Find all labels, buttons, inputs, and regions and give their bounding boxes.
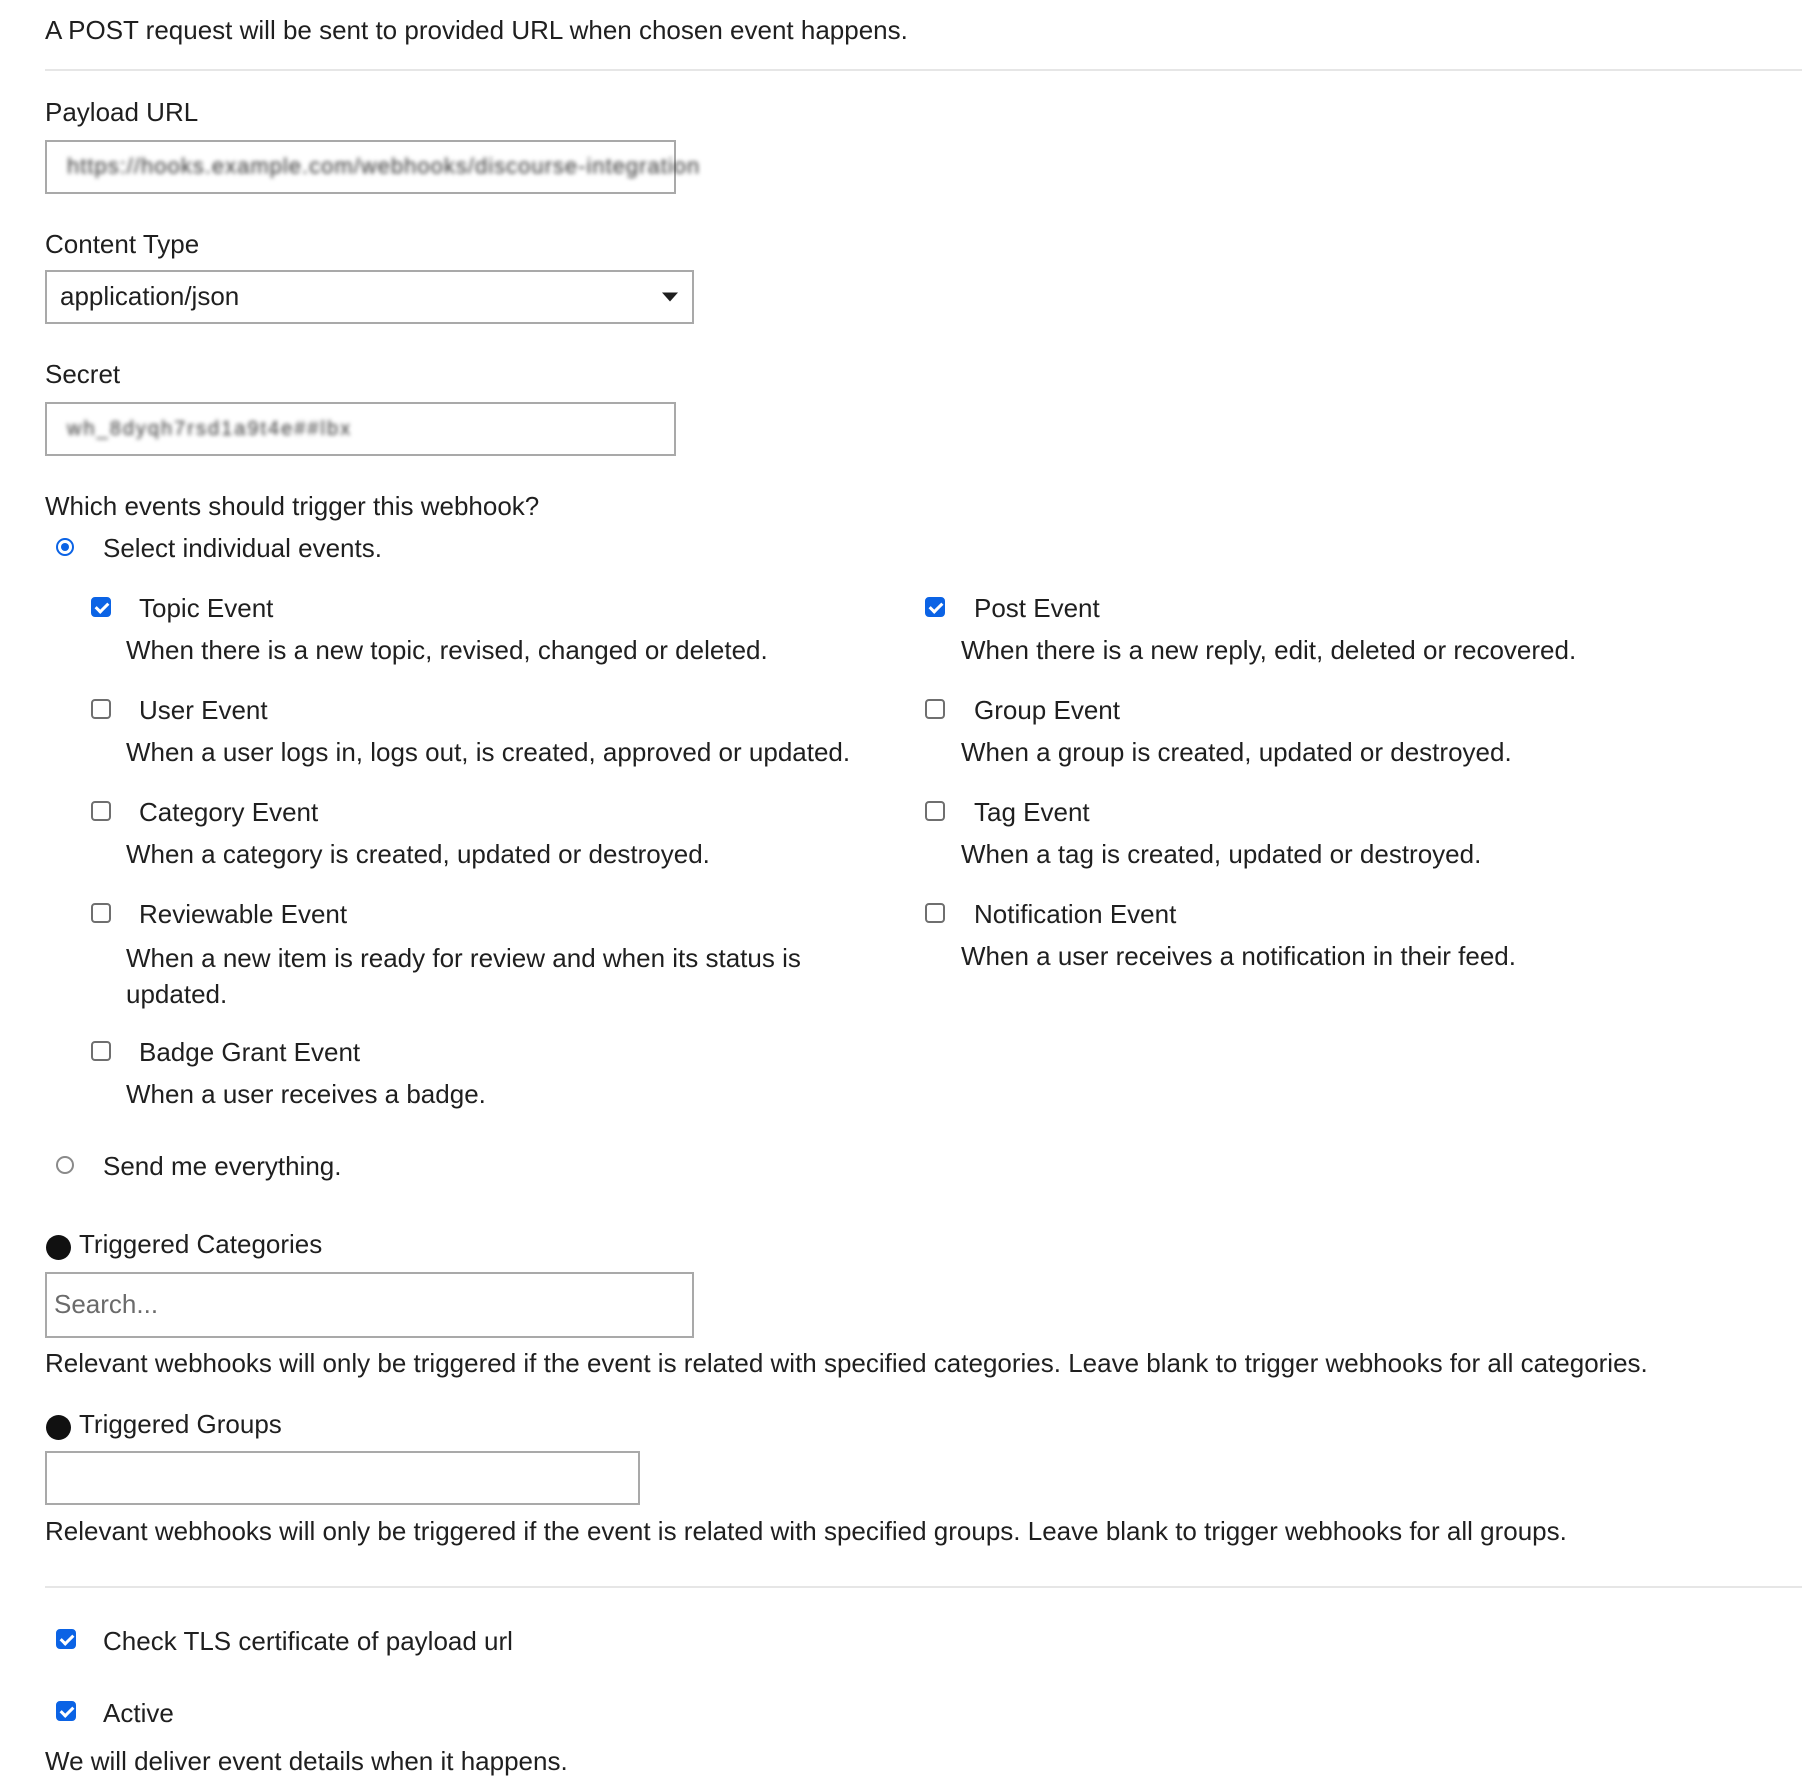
bullet-icon (46, 1235, 71, 1260)
notification-event-desc: When a user receives a notification in their feed. (961, 941, 1516, 971)
send-everything-label: Send me everything. (103, 1151, 342, 1181)
post-event-desc: When there is a new reply, edit, deleted or recovered. (961, 635, 1577, 665)
post-event-title: Post Event (974, 593, 1100, 623)
divider (45, 69, 1802, 71)
post-event-checkbox[interactable] (925, 597, 945, 617)
chevron-down-icon (662, 293, 678, 302)
divider (45, 1586, 1802, 1588)
user-event-desc: When a user logs in, logs out, is created, approved or updated. (126, 737, 851, 767)
category-event-desc: When a category is created, updated or destroyed. (126, 839, 710, 869)
reviewable-event-desc: When a new item is ready for review and when its status is updated. (126, 943, 801, 1009)
categories-search-input[interactable] (45, 1272, 694, 1338)
payload-url-input[interactable] (45, 140, 701, 194)
categories-search-placeholder: Search... (54, 1289, 159, 1320)
active-checkbox[interactable] (56, 1701, 76, 1721)
content-type-value: application/json (60, 281, 240, 312)
category-event-checkbox[interactable] (91, 801, 111, 821)
notification-event-title: Notification Event (974, 899, 1177, 929)
secret-label: Secret (45, 359, 121, 389)
topic-event-desc: When there is a new topic, revised, changed or deleted. (126, 635, 768, 665)
send-everything-radio[interactable] (56, 1156, 74, 1174)
secret-input[interactable] (45, 402, 676, 456)
groups-input[interactable] (45, 1451, 640, 1505)
group-event-desc: When a group is created, updated or destroyed. (961, 737, 1512, 767)
badge-grant-event-checkbox[interactable] (91, 1041, 111, 1061)
bullet-icon (46, 1415, 71, 1440)
individual-events-label: Select individual events. (103, 533, 382, 563)
topic-event-title: Topic Event (139, 593, 274, 623)
tag-event-checkbox[interactable] (925, 801, 945, 821)
content-type-label: Content Type (45, 229, 200, 259)
payload-url-value: https://hooks.example.com/webhooks/discourse-integration (67, 153, 701, 179)
triggered-groups-label: Triggered Groups (79, 1409, 282, 1439)
active-label: Active (103, 1698, 174, 1728)
category-event-title: Category Event (139, 797, 319, 827)
reviewable-event-checkbox[interactable] (91, 903, 111, 923)
individual-events-radio[interactable] (56, 538, 74, 556)
badge-grant-event-title: Badge Grant Event (139, 1037, 361, 1067)
payload-url-label: Payload URL (45, 97, 199, 127)
triggered-categories-help: Relevant webhooks will only be triggered if the event is related with specified categories. Leave blank to trigger webhooks for all categories. (45, 1348, 1648, 1378)
active-help: We will deliver event details when it happens. (45, 1746, 568, 1776)
intro-text: A POST request will be sent to provided URL when chosen event happens. (45, 15, 908, 45)
content-type-select[interactable] (45, 270, 694, 324)
notification-event-checkbox[interactable] (925, 903, 945, 923)
events-question: Which events should trigger this webhook? (45, 491, 540, 521)
group-event-title: Group Event (974, 695, 1120, 725)
group-event-checkbox[interactable] (925, 699, 945, 719)
triggered-groups-help: Relevant webhooks will only be triggered if the event is related with specified groups. Leave blank to trigger webhooks for all groups. (45, 1516, 1567, 1546)
triggered-categories-label: Triggered Categories (79, 1229, 323, 1259)
badge-grant-event-desc: When a user receives a badge. (126, 1079, 486, 1109)
tag-event-title: Tag Event (974, 797, 1090, 827)
tls-check-label: Check TLS certificate of payload url (103, 1626, 513, 1656)
user-event-title: User Event (139, 695, 268, 725)
reviewable-event-title: Reviewable Event (139, 899, 348, 929)
topic-event-checkbox[interactable] (91, 597, 111, 617)
user-event-checkbox[interactable] (91, 699, 111, 719)
tls-check-checkbox[interactable] (56, 1629, 76, 1649)
tag-event-desc: When a tag is created, updated or destroyed. (961, 839, 1482, 869)
secret-value: wh_8dyqh7rsd1a9t4e##lbx (67, 418, 353, 440)
